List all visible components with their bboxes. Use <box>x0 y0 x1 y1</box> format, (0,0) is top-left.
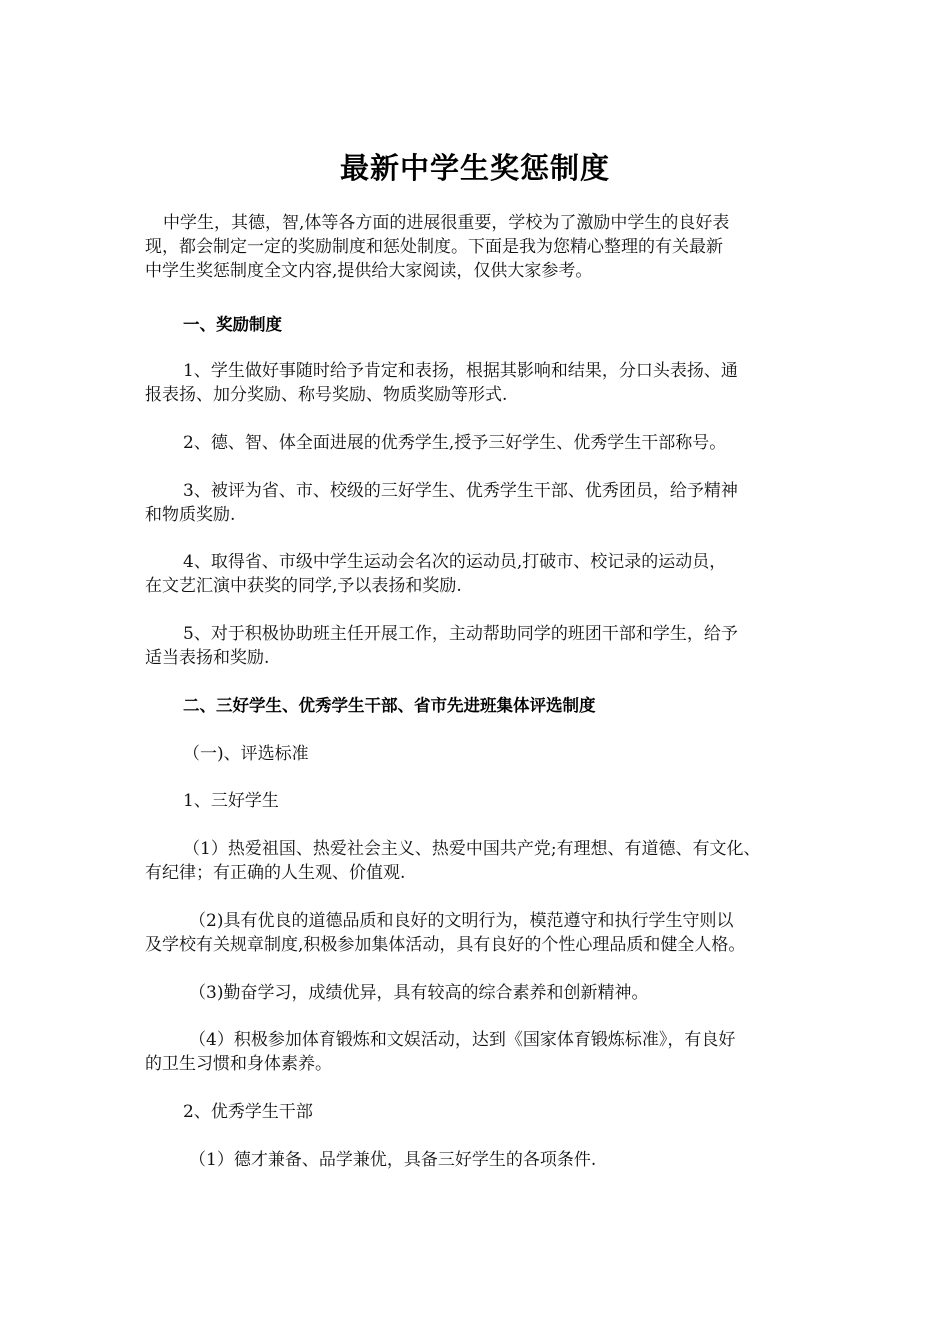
section-heading-text: 二、三好学生、优秀学生干部、省市先进班集体评选制度 <box>183 696 596 715</box>
section-heading-text: 一、奖励制度 <box>183 315 282 334</box>
item-title-text: 2、优秀学生干部 <box>183 1102 313 1122</box>
reward-item-line: 报表扬、加分奖励、称号奖励、物质奖励等形式. <box>145 385 508 405</box>
subsection-heading <box>145 742 825 766</box>
item-title-sanhao <box>145 789 825 813</box>
reward-item <box>145 359 825 407</box>
reward-item-line: 1、学生做好事随时给予肯定和表扬，根据其影响和结果，分口头表扬、通 <box>183 361 738 381</box>
criteria-item-line: （4）积极参加体育锻炼和文娱活动，达到《国家体育锻炼标准》，有良好 <box>189 1030 736 1050</box>
criteria-item <box>145 837 825 885</box>
reward-item-line: 在文艺汇演中获奖的同学,予以表扬和奖励. <box>145 576 462 596</box>
section-heading-rewards <box>145 313 825 337</box>
criteria-item-line: 的卫生习惯和身体素养。 <box>145 1054 332 1074</box>
reward-item-line: 3、被评为省、市、校级的三好学生、优秀学生干部、优秀团员，给予精神 <box>183 481 738 501</box>
item-title-ganbu <box>145 1100 825 1124</box>
criteria-item <box>145 909 825 957</box>
reward-item-line: 2、德、智、体全面进展的优秀学生,授予三好学生、优秀学生干部称号。 <box>183 433 727 453</box>
criteria-item-line: （2)具有优良的道德品质和良好的文明行为，模范遵守和执行学生守则以 <box>189 911 734 931</box>
criteria-item-line: （3)勤奋学习，成绩优异，具有较高的综合素养和创新精神。 <box>189 983 649 1003</box>
reward-item-line: 和物质奖励. <box>145 505 236 525</box>
reward-item <box>145 550 825 598</box>
reward-item <box>145 479 825 527</box>
criteria-item <box>145 1028 825 1076</box>
intro-line: 中学生，其德，智,体等各方面的进展很重要，学校为了激励中学生的良好表 <box>163 213 730 233</box>
criteria-item <box>145 981 825 1005</box>
reward-item-line: 适当表扬和奖励. <box>145 648 270 668</box>
page-title: 最新中学生奖惩制度 <box>339 151 610 185</box>
criteria-item-line: （1）德才兼备、品学兼优，具备三好学生的各项条件. <box>189 1150 597 1170</box>
criteria-item-line: 及学校有关规章制度,积极参加集体活动，具有良好的个性心理品质和健全人格。 <box>145 935 746 955</box>
intro-paragraph <box>145 211 825 283</box>
reward-item <box>145 431 825 455</box>
subsection-heading-text: （一)、评选标准 <box>183 744 309 764</box>
reward-item <box>145 622 825 670</box>
criteria-item <box>145 1148 825 1172</box>
criteria-item-line: （1）热爱祖国、热爱社会主义、热爱中国共产党;有理想、有道德、有文化、 <box>183 839 761 859</box>
reward-item-line: 4、取得省、市级中学生运动会名次的运动员,打破市、校记录的运动员， <box>183 552 727 572</box>
intro-line: 现，都会制定一定的奖励制度和惩处制度。下面是我为您精心整理的有关最新 <box>145 237 723 257</box>
reward-item-line: 5、对于积极协助班主任开展工作，主动帮助同学的班团干部和学生，给予 <box>183 624 738 644</box>
intro-line: 中学生奖惩制度全文内容,提供给大家阅读，仅供大家参考。 <box>145 261 593 281</box>
criteria-item-line: 有纪律；有正确的人生观、价值观. <box>145 863 406 883</box>
section-heading-selection <box>145 694 825 718</box>
item-title-text: 1、三好学生 <box>183 791 279 811</box>
